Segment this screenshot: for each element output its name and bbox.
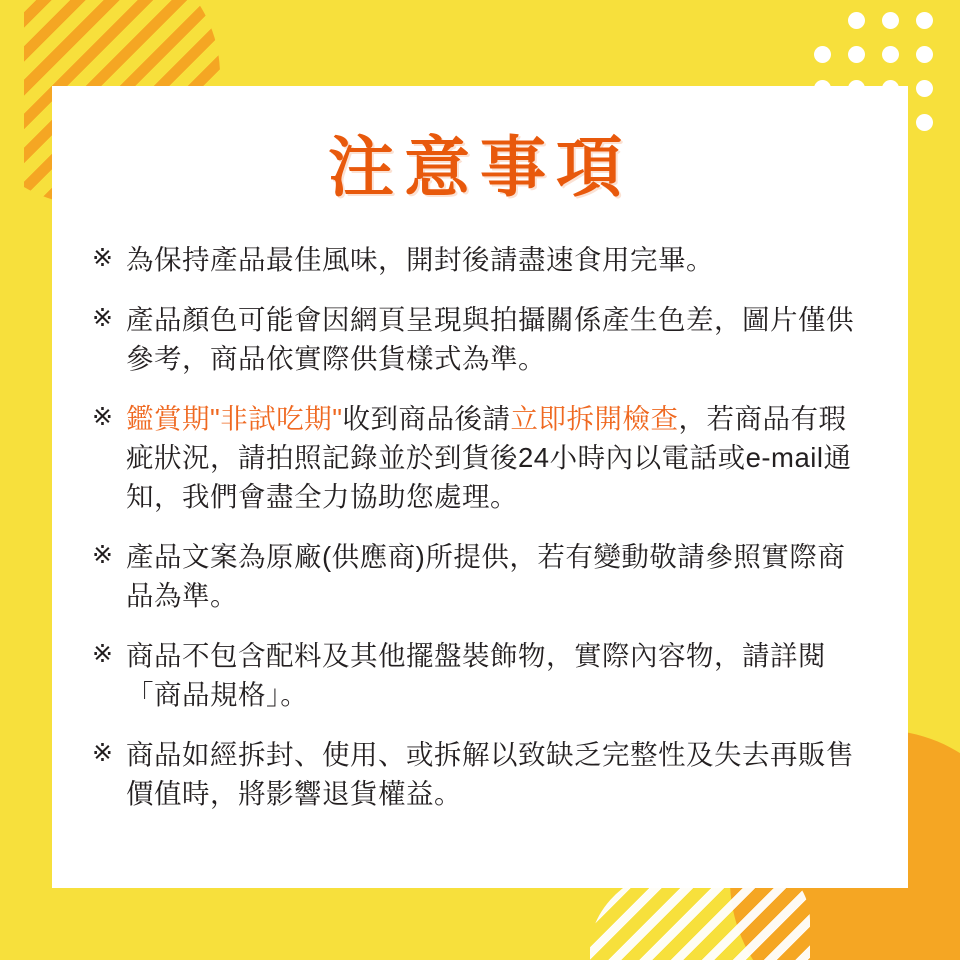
highlighted-text: 立即拆開檢查 <box>510 403 679 435</box>
bullet-mark-icon: ※ <box>92 403 114 432</box>
plain-text: 為保持產品最佳風味，開封後請盡速食用完畢。 <box>126 243 714 275</box>
notice-item-text <box>126 399 868 516</box>
plain-text: 商品不包含配料及其他擺盤裝飾物，實際內容物，請詳閱「商品規格」。 <box>126 640 826 711</box>
highlighted-text: 鑑賞期"非試吃期" <box>126 403 343 435</box>
bullet-mark-icon: ※ <box>92 541 114 570</box>
left-edge-band <box>0 0 24 960</box>
plain-text: 商品如經拆封、使用、或拆解以致缺乏完整性及失去再販售價值時，將影響退貨權益。 <box>126 739 854 810</box>
notice-item <box>92 735 868 813</box>
bullet-mark-icon: ※ <box>92 739 114 768</box>
plain-text: 產品文案為原廠(供應商)所提供，若有變動敬請參照實際商品為準。 <box>126 541 846 612</box>
notice-item <box>92 399 868 516</box>
notice-list <box>92 240 868 814</box>
notice-item-text <box>126 240 868 279</box>
page-title: 注意事項 <box>328 130 632 204</box>
notice-item <box>92 300 868 378</box>
notice-item-text <box>126 537 868 615</box>
bullet-mark-icon: ※ <box>92 303 114 332</box>
notice-item-text <box>126 300 868 378</box>
notice-item <box>92 636 868 714</box>
bullet-mark-icon: ※ <box>92 243 114 272</box>
plain-text: 產品顏色可能會因網頁呈現與拍攝關係產生色差，圖片僅供參考，商品依實際供貨樣式為準。 <box>126 303 854 374</box>
notice-card <box>52 86 908 888</box>
notice-item <box>92 537 868 615</box>
notice-item-text <box>126 735 868 813</box>
bullet-mark-icon: ※ <box>92 640 114 669</box>
notice-item <box>92 240 868 279</box>
plain-text: ，若商品有瑕疵狀況，請拍照記錄並於到貨後24小時內以電話或e-mail通知，我們會盡全力協助您處理。 <box>126 403 852 513</box>
plain-text: 收到商品後請 <box>342 403 511 435</box>
notice-item-text <box>126 636 868 714</box>
